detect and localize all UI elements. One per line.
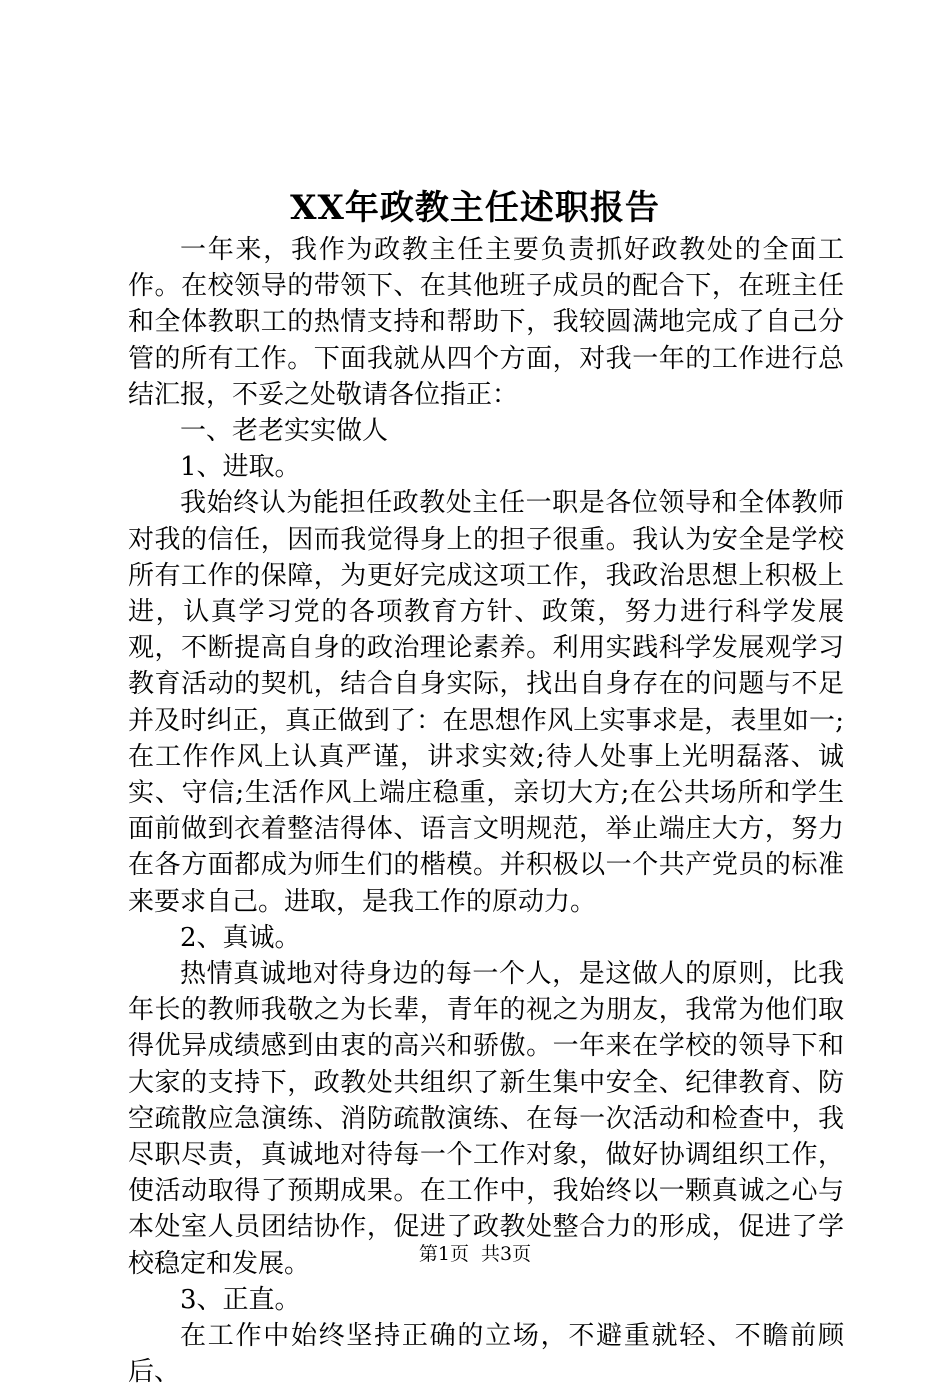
subheading-progress: 1、进取。: [180, 452, 301, 483]
paragraph-intro: 一年来，我作为政教主任主要负责抓好政教处的全面工作。在校领导的带领下、在其他班子成员的配合下，在班主任和全体教职工的热情支持和帮助下，我较圆满地完成了自己分管的所有工作。下面我就从四个方面，对我一年的工作进行总结汇报，不妥之处敬请各位指正：: [128, 235, 844, 410]
paragraph-progress: 我始终认为能担任政教处主任一职是各位领导和全体教师对我的信任，因而我觉得身上的担子很重。我认为安全是学校所有工作的保障，为更好完成这项工作，我政治思想上积极上进，认真学习党的各项教育方针、政策，努力进行科学发展观，不断提高自身的政治理论素养。利用实践科学发展观学习教育活动的契机，结合自身实际，找出自身存在的问题与不足并及时纠正，真正做到了：在思想作风上实事求是，表里如一;在工作作风上认真严谨，讲求实效;待人处事上光明磊落、诚实、守信;生活作风上端庄稳重，亲切大方;在公共场所和学生面前做到衣着整洁得体、语言文明规范，举止端庄大方，努力在各方面都成为师生们的楷模。并积极以一个共产党员的标准来要求自己。进取，是我工作的原动力。: [128, 488, 844, 917]
section-heading-1: 一、老老实实做人: [180, 416, 389, 447]
paragraph-integrity: 在工作中始终坚持正确的立场，不避重就轻、不瞻前顾后、: [128, 1321, 844, 1388]
document-body: [128, 232, 844, 1391]
page-footer: [0, 1242, 950, 1266]
subheading-sincerity: 2、真诚。: [180, 922, 301, 953]
subheading-integrity: 3、正直。: [180, 1284, 301, 1315]
page-number: 第1页: [418, 1243, 469, 1265]
page-total: 共3页: [481, 1243, 532, 1265]
paragraph-sincerity: 热情真诚地对待身边的每一个人，是这做人的原则，比我年长的教师我敬之为长辈，青年的视之为朋友，我常为他们取得优异成绩感到由衷的高兴和骄傲。一年来在学校的领导下和大家的支持下，政教处共组织了新生集中安全、纪律教育、防空疏散应急演练、消防疏散演练、在每一次活动和检查中，我尽职尽责，真诚地对待每一个工作对象，做好协调组织工作，使活动取得了预期成果。在工作中，我始终以一颗真诚之心与本处室人员团结协作，促进了政教处整合力的形成，促进了学校稳定和发展。: [128, 959, 844, 1279]
document-title: XX年政教主任述职报告: [290, 188, 660, 228]
